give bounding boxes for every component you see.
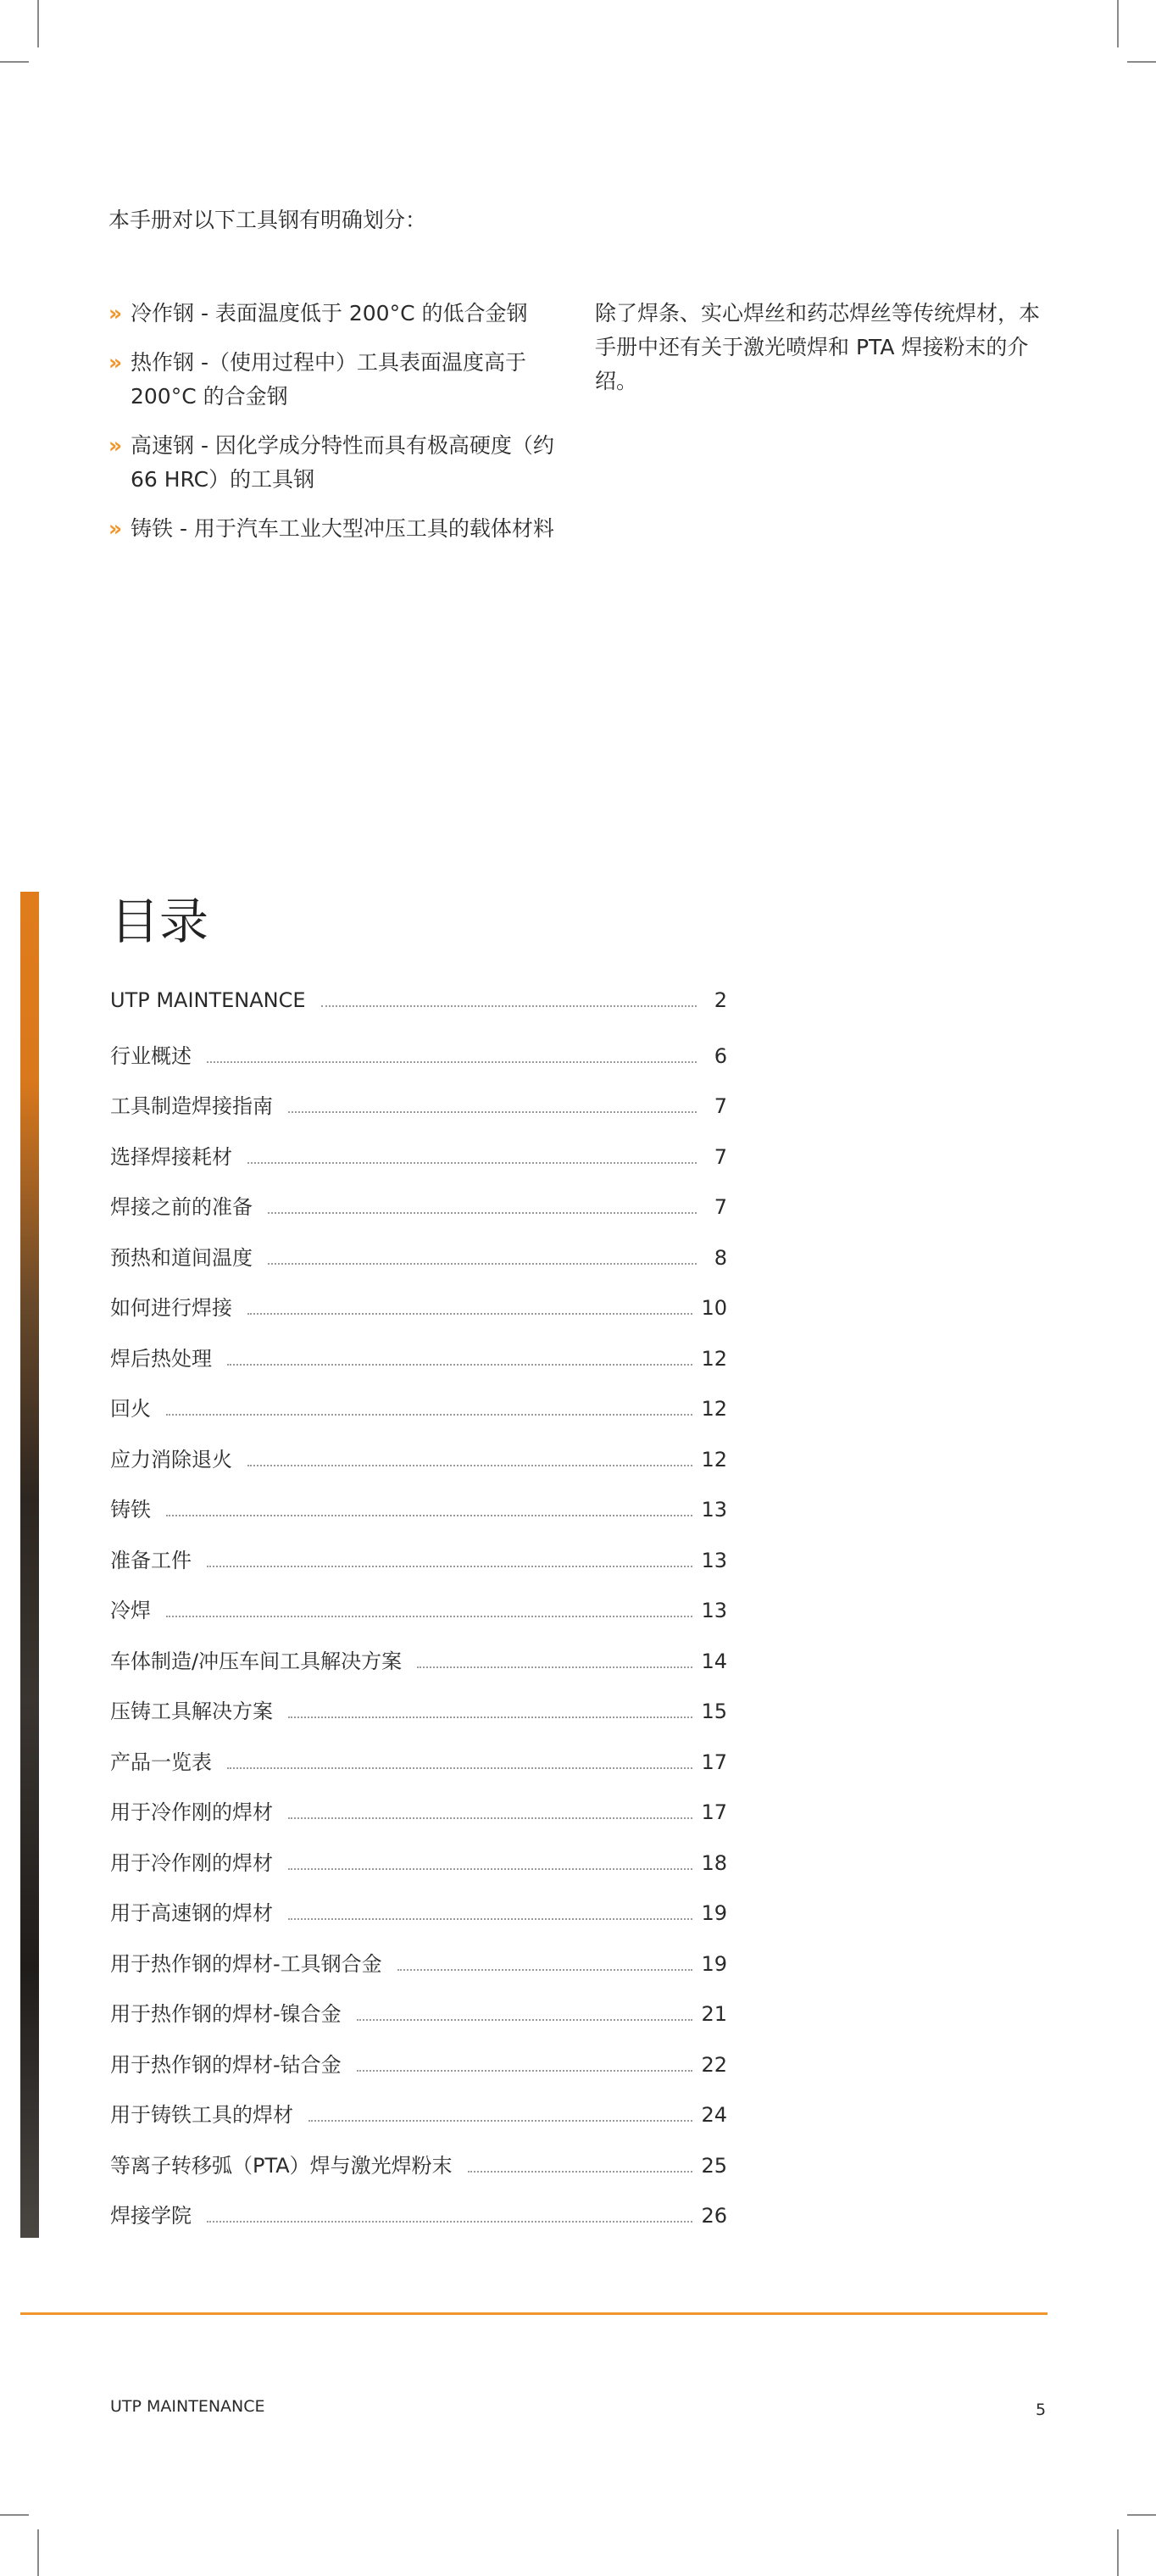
toc-entry[interactable]	[110, 1997, 727, 2048]
footer-brand: UTP MAINTENANCE	[110, 2397, 265, 2416]
toc-entry[interactable]	[110, 1745, 727, 1796]
bullet-item	[108, 512, 583, 546]
toc-entry-page: 19	[701, 1901, 727, 1925]
toc-leader-dots	[207, 1060, 697, 1063]
toc-leader-dots	[417, 1666, 692, 1668]
toc-entry-title: 铸铁	[110, 1498, 151, 1522]
toc-leader-dots	[227, 1766, 692, 1769]
toc-entry-title: 车体制造/冲压车间工具解决方案	[110, 1649, 403, 1673]
toc-entry-page: 8	[714, 1245, 727, 1270]
toc-entry-page: 13	[701, 1599, 727, 1622]
toc-entry[interactable]	[110, 1443, 727, 1494]
toc-entry-title: 等离子转移弧（PTA）焊与激光焊粉末	[110, 2153, 453, 2178]
crop-mark-top-left-v	[37, 0, 39, 47]
toc-entry-title: 用于热作钢的焊材-工具钢合金	[110, 1951, 382, 1976]
toc-entry[interactable]	[110, 1039, 727, 1090]
toc-entry-page: 19	[701, 1951, 727, 1976]
toc-entry-title: UTP MAINTENANCE	[110, 988, 306, 1012]
toc-entry-title: 选择焊接耗材	[110, 1144, 232, 1169]
toc-entry-page: 6	[714, 1043, 727, 1068]
toc-entry-title: 如何进行焊接	[110, 1296, 232, 1320]
toc-entry-page: 17	[701, 1800, 727, 1824]
toc-entry[interactable]	[110, 2048, 727, 2099]
bullet-chevron-icon: »	[108, 350, 123, 375]
toc-entry-page: 18	[701, 1850, 727, 1875]
toc-entry-title: 应力消除退火	[110, 1447, 232, 1472]
bullet-item	[108, 429, 583, 497]
toc-entry[interactable]	[110, 2098, 727, 2149]
toc-entry[interactable]	[110, 1190, 727, 1241]
toc-leader-dots	[357, 2018, 693, 2021]
toc-entry-page: 7	[714, 1144, 727, 1169]
toc-entry[interactable]	[110, 2199, 727, 2250]
crop-mark-bottom-left-h	[0, 2514, 29, 2516]
toc-entry-title: 预热和道间温度	[110, 1245, 253, 1270]
crop-mark-bottom-right-v	[1117, 2529, 1119, 2576]
toc-entry-page: 15	[701, 1700, 727, 1723]
table-of-contents	[110, 988, 727, 2250]
toc-entry-title: 回火	[110, 1397, 151, 1421]
toc-leader-dots	[468, 2170, 693, 2173]
toc-entry[interactable]	[110, 1392, 727, 1443]
toc-entry-page: 17	[701, 1750, 727, 1774]
toc-entry[interactable]	[110, 1947, 727, 1998]
toc-leader-dots	[268, 1211, 697, 1214]
toc-entry-title: 用于高速钢的焊材	[110, 1901, 273, 1925]
toc-entry-title: 准备工件	[110, 1548, 192, 1572]
bullet-list	[108, 297, 583, 561]
toc-leader-dots	[288, 1716, 692, 1718]
toc-entry-page: 12	[701, 1397, 727, 1421]
toc-entry[interactable]	[110, 1644, 727, 1695]
toc-entry[interactable]	[110, 1241, 727, 1292]
toc-entry[interactable]	[110, 1896, 727, 1947]
photo-edge-strip	[20, 892, 39, 2238]
toc-entry-page: 7	[714, 1195, 727, 1219]
toc-leader-dots	[166, 1615, 692, 1617]
bullet-item	[108, 297, 583, 331]
crop-mark-bottom-right-h	[1127, 2514, 1156, 2516]
bullet-chevron-icon: »	[108, 433, 123, 458]
toc-leader-dots	[247, 1464, 692, 1466]
toc-leader-dots	[207, 2220, 692, 2223]
toc-entry-page: 13	[701, 1498, 727, 1522]
toc-entry[interactable]	[110, 2149, 727, 2200]
toc-entry-title: 压铸工具解决方案	[110, 1700, 273, 1723]
toc-entry-title: 焊后热处理	[110, 1346, 212, 1371]
toc-leader-dots	[288, 1867, 692, 1870]
toc-entry-title: 焊接学院	[110, 2204, 192, 2228]
toc-title: 目录	[110, 893, 209, 950]
toc-entry-page: 7	[714, 1094, 727, 1118]
toc-entry-page: 12	[701, 1346, 727, 1371]
toc-leader-dots	[288, 1917, 692, 1920]
crop-mark-bottom-left-v	[37, 2529, 39, 2576]
page-number: 5	[1036, 2401, 1047, 2419]
intro-text: 本手册对以下工具钢有明确划分：	[108, 208, 427, 232]
toc-leader-dots	[247, 1161, 697, 1164]
toc-entry-page: 26	[701, 2204, 727, 2228]
bullet-text: 热作钢 -（使用过程中）工具表面温度高于 200°C 的合金钢	[131, 350, 526, 409]
toc-entry[interactable]	[110, 1694, 727, 1745]
toc-entry[interactable]	[110, 1140, 727, 1191]
toc-entry-page: 24	[701, 2103, 727, 2127]
toc-entry-title: 用于冷作刚的焊材	[110, 1800, 273, 1824]
footer-divider	[20, 2312, 1048, 2315]
toc-entry[interactable]	[110, 1594, 727, 1644]
toc-leader-dots	[166, 1514, 692, 1516]
toc-entry-page: 12	[701, 1447, 727, 1472]
toc-entry-title: 冷焊	[110, 1599, 151, 1622]
crop-mark-top-right-h	[1127, 61, 1156, 63]
toc-entry-title: 用于冷作刚的焊材	[110, 1850, 273, 1875]
toc-leader-dots	[288, 1110, 697, 1113]
bullet-text: 高速钢 - 因化学成分特性而具有极高硬度（约 66 HRC）的工具钢	[131, 433, 554, 492]
toc-entry[interactable]	[110, 1846, 727, 1897]
toc-entry[interactable]	[110, 1342, 727, 1393]
toc-entry-page: 25	[701, 2153, 727, 2178]
toc-entry-page: 14	[701, 1649, 727, 1673]
toc-leader-dots	[166, 1413, 692, 1416]
bullet-chevron-icon: »	[108, 301, 123, 325]
toc-leader-dots	[308, 2119, 692, 2122]
toc-entry[interactable]	[110, 988, 727, 1039]
toc-entry[interactable]	[110, 1544, 727, 1594]
toc-entry-page: 22	[701, 2052, 727, 2077]
bullet-item	[108, 346, 583, 414]
toc-entry-title: 用于热作钢的焊材-镍合金	[110, 2002, 342, 2026]
toc-entry-title: 用于铸铁工具的焊材	[110, 2103, 293, 2127]
toc-entry-page: 2	[714, 988, 727, 1012]
toc-entry-title: 行业概述	[110, 1043, 192, 1068]
toc-leader-dots	[207, 1565, 692, 1567]
toc-entry[interactable]	[110, 1795, 727, 1846]
toc-leader-dots	[288, 1817, 692, 1819]
toc-entry-page: 13	[701, 1548, 727, 1572]
toc-leader-dots	[227, 1363, 692, 1366]
toc-entry[interactable]	[110, 1089, 727, 1140]
side-paragraph: 除了焊条、实心焊丝和药芯焊丝等传统焊材，本手册中还有关于激光喷焊和 PTA 焊接粉末的介绍。	[595, 301, 1041, 393]
toc-leader-dots	[321, 1004, 697, 1007]
bullet-text: 冷作钢 - 表面温度低于 200°C 的低合金钢	[131, 301, 528, 325]
toc-entry-title: 产品一览表	[110, 1750, 212, 1774]
bullet-text: 铸铁 - 用于汽车工业大型冲压工具的载体材料	[131, 516, 554, 541]
toc-entry-page: 21	[701, 2002, 727, 2026]
crop-mark-top-right-v	[1117, 0, 1119, 47]
toc-entry[interactable]	[110, 1291, 727, 1342]
toc-leader-dots	[357, 2069, 693, 2072]
toc-entry-title: 焊接之前的准备	[110, 1195, 253, 1219]
toc-entry-page: 10	[701, 1296, 727, 1320]
toc-entry[interactable]	[110, 1493, 727, 1544]
toc-leader-dots	[397, 1968, 693, 1971]
crop-mark-top-left-h	[0, 61, 29, 63]
bullet-chevron-icon: »	[108, 516, 123, 541]
toc-leader-dots	[268, 1262, 697, 1265]
toc-entry-title: 工具制造焊接指南	[110, 1094, 273, 1118]
toc-entry-title: 用于热作钢的焊材-钴合金	[110, 2052, 342, 2077]
toc-leader-dots	[247, 1312, 692, 1315]
